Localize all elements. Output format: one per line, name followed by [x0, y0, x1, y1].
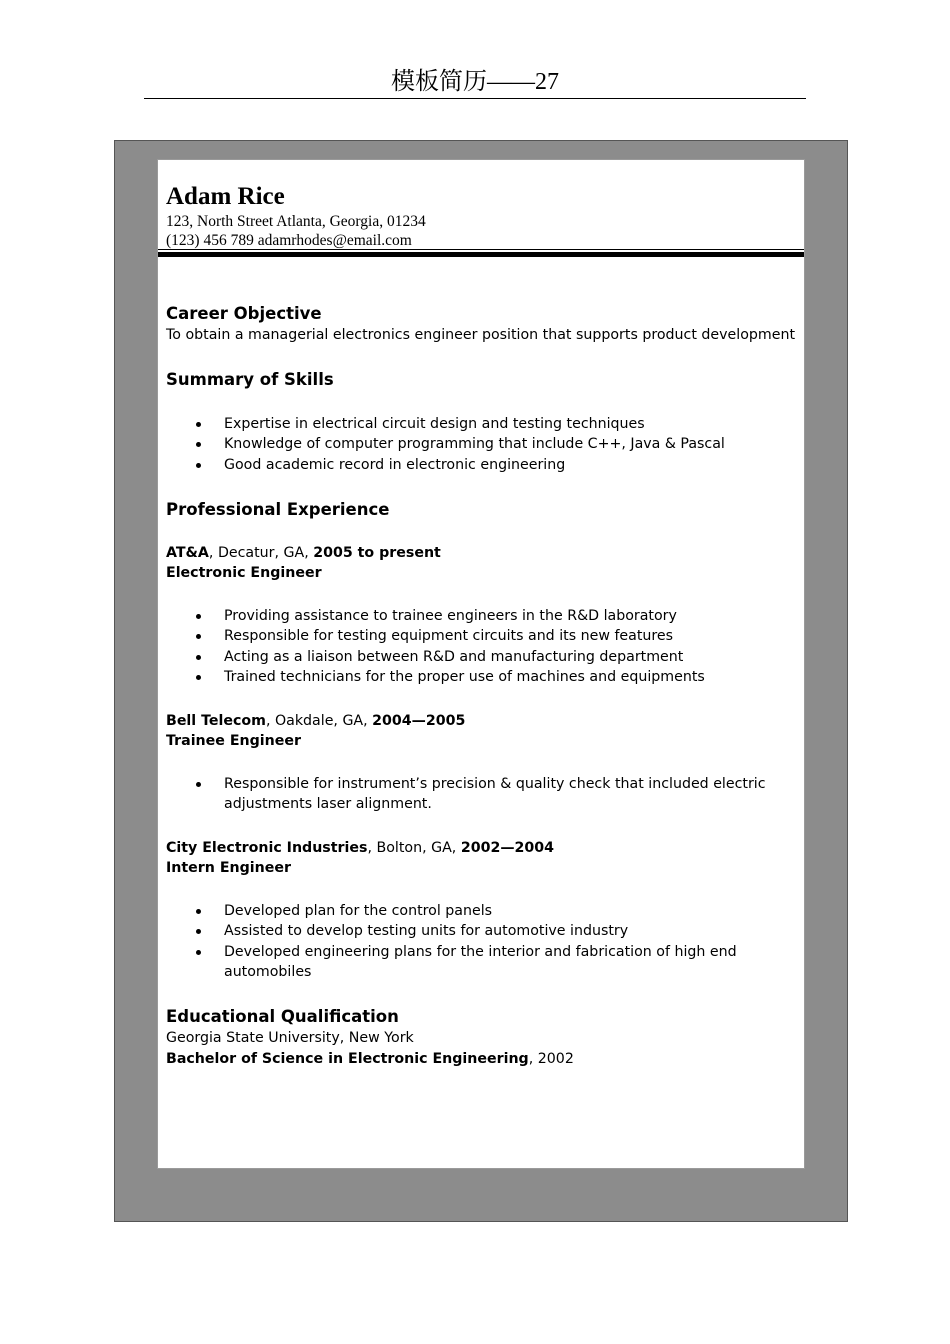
skill-text: Expertise in electrical circuit design and testing techniques	[224, 416, 645, 432]
duty-text: Trained technicians for the proper use of machines and equipments	[224, 668, 705, 685]
list-item	[166, 606, 786, 626]
bullet-icon	[196, 614, 201, 619]
skill-text: Good academic record in electronic engineering	[224, 456, 566, 473]
address-line: 123, North Street Atlanta, Georgia, 01234	[166, 213, 426, 230]
candidate-name: Adam Rice	[166, 183, 285, 210]
section-heading-education: Educational Qualification	[166, 1007, 399, 1026]
school-name: Georgia State University, New York	[166, 1030, 414, 1046]
degree-name: Bachelor of Science in Electronic Engineering	[166, 1051, 529, 1067]
bullet-icon	[196, 950, 201, 955]
bullet-icon	[196, 929, 201, 934]
list-item	[166, 774, 766, 815]
job-location: , Decatur, GA,	[208, 545, 314, 561]
bullet-icon	[196, 634, 201, 639]
bullet-icon	[196, 422, 201, 427]
section-heading-skills: Summary of Skills	[166, 370, 334, 389]
duty-text: Responsible for testing equipment circuits and its new features	[224, 628, 674, 645]
list-item	[166, 942, 766, 983]
list-item	[166, 414, 786, 434]
company-name: Bell Telecom	[166, 713, 266, 729]
bullet-icon	[196, 675, 201, 680]
job-duties-list	[166, 606, 786, 687]
duty-text: Responsible for instrument’s precision & quality check that included electric adjustments laser alignment.	[224, 776, 766, 813]
job-header	[166, 838, 554, 858]
bullet-icon	[196, 655, 201, 660]
list-item	[166, 921, 766, 941]
degree-year: , 2002	[528, 1051, 574, 1067]
job-location: , Oakdale, GA,	[265, 713, 373, 729]
job-dates: 2002—2004	[460, 840, 554, 856]
job-title: Trainee Engineer	[166, 733, 301, 749]
section-heading-experience: Professional Experience	[166, 500, 390, 519]
job-header	[166, 711, 465, 731]
list-item	[166, 455, 786, 475]
list-item	[166, 647, 786, 667]
job-title: Intern Engineer	[166, 860, 291, 876]
header-rule-thin	[158, 249, 804, 250]
bullet-icon	[196, 442, 201, 447]
section-heading-objective: Career Objective	[166, 304, 322, 323]
duty-text: Acting as a liaison between R&D and manufacturing department	[224, 648, 684, 665]
header-rule-thick	[158, 252, 804, 257]
job-location: , Bolton, GA,	[367, 840, 461, 856]
list-item	[166, 667, 786, 687]
bullet-icon	[196, 909, 201, 914]
job-header	[166, 543, 441, 563]
bullet-icon	[196, 463, 201, 468]
skill-text: Knowledge of computer programming that include C++, Java & Pascal	[224, 436, 725, 453]
job-dates: 2005 to present	[313, 545, 441, 561]
list-item	[166, 434, 786, 454]
company-name: AT&A	[166, 545, 209, 561]
document-title: 模板简历——27	[391, 69, 559, 95]
duty-text: Developed engineering plans for the interior and fabrication of high end automobiles	[224, 943, 737, 980]
phone-email-line: (123) 456 789 adamrhodes@email.com	[166, 232, 412, 249]
job-duties-list	[166, 774, 766, 815]
list-item	[166, 901, 766, 921]
job-dates: 2004—2005	[372, 713, 466, 729]
job-title: Electronic Engineer	[166, 565, 322, 581]
skills-list	[166, 414, 786, 475]
duty-text: Providing assistance to trainee engineers in the R&D laboratory	[224, 608, 677, 624]
job-duties-list	[166, 901, 766, 982]
company-name: City Electronic Industries	[166, 840, 368, 856]
bullet-icon	[196, 782, 201, 787]
degree-line	[166, 1049, 574, 1069]
title-underline	[144, 98, 806, 99]
duty-text: Assisted to develop testing units for automotive industry	[224, 923, 629, 940]
objective-text: To obtain a managerial electronics engineer position that supports product development	[166, 327, 796, 343]
list-item	[166, 626, 786, 646]
duty-text: Developed plan for the control panels	[224, 903, 493, 919]
